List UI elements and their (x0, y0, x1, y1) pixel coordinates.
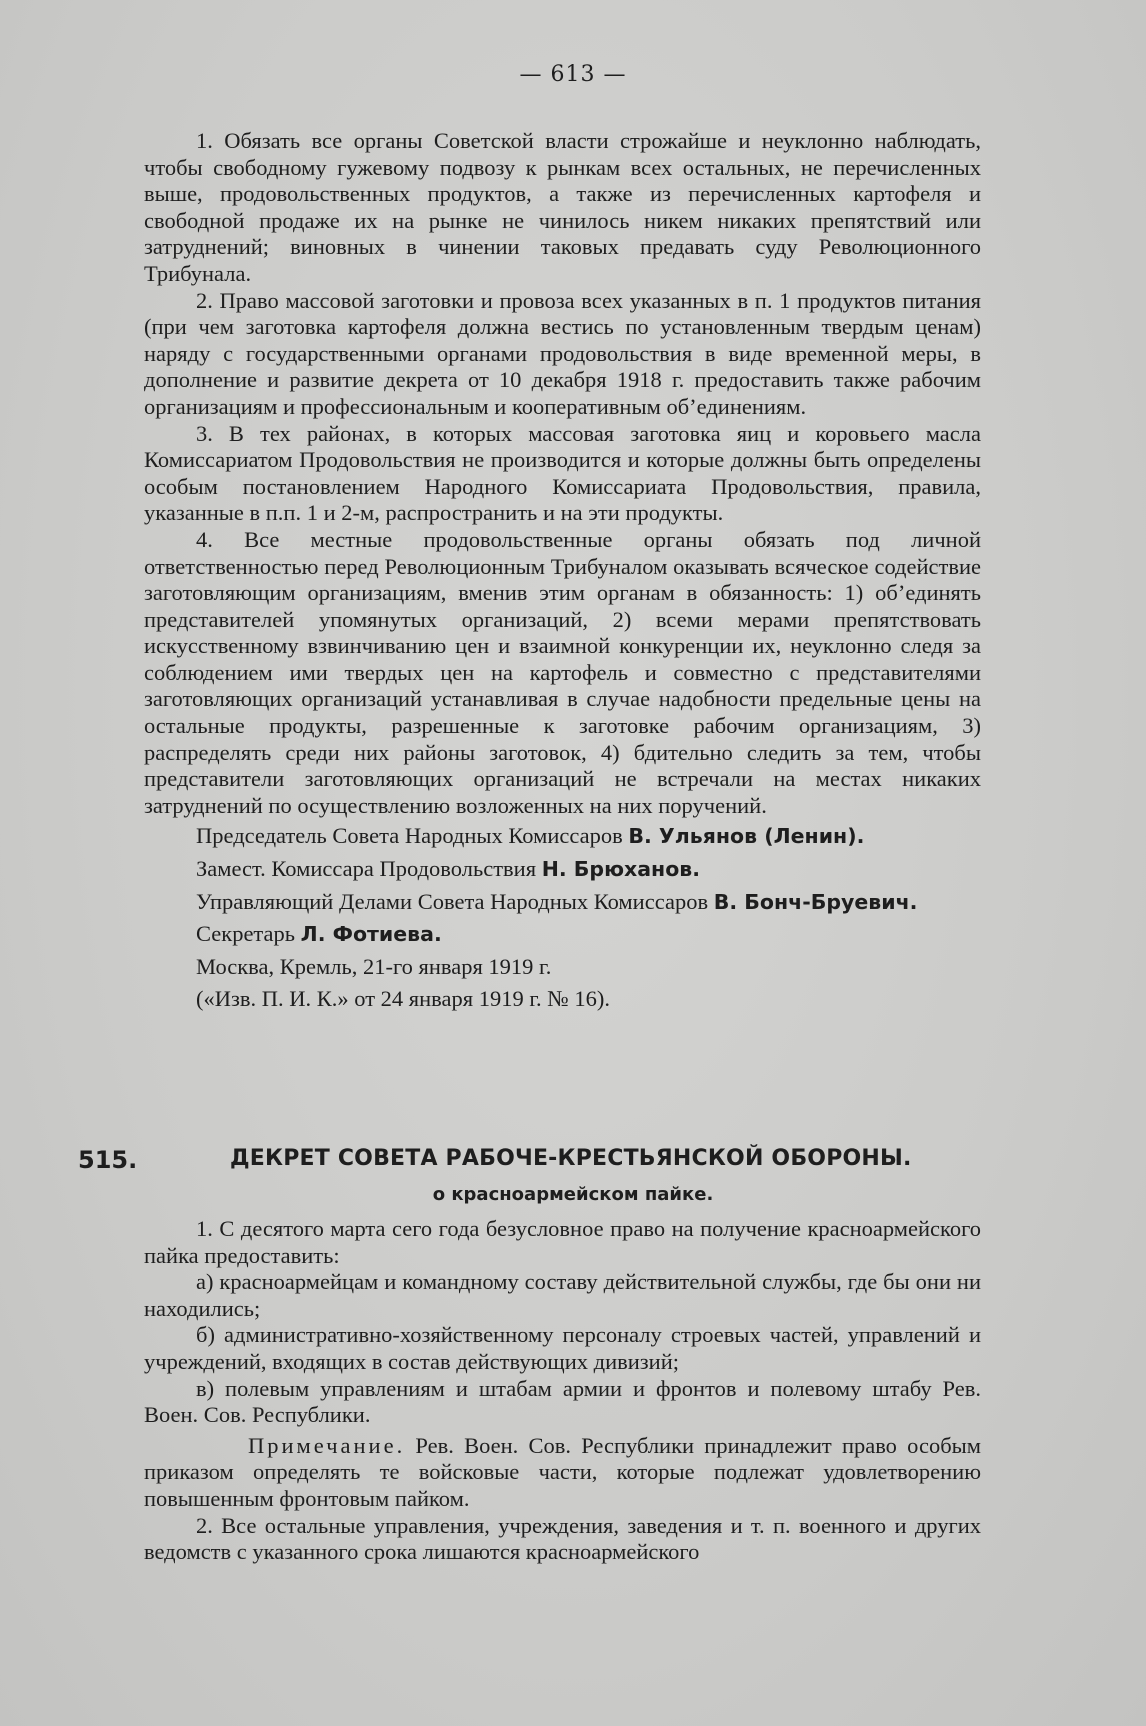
signature-role: Председатель Совета Народных Комиссаров (196, 823, 623, 849)
signature-name: Н. Брюханов. (541, 857, 701, 882)
source-citation: («Изв. П. И. К.» от 24 января 1919 г. № 16). (196, 986, 610, 1012)
paragraph-4: 4. Все местные продовольственные органы обязать под личной ответственностью перед Революционным Трибуналом оказывать всяческое содействие заготовляющим организациям, вменив этим органам в обязанность: 1) об’единять представителей упомянутых организаций, 2) всеми мерами препятствовать искусственному взвинчиванию цен и взаимной конкуренции их, неуклонно следя за соблюдением ими твердых цен на картофель и совместно с представителями заготовляющих организаций устанавливая в случае надобности предельные цены на остальные продукты, разрешенные к заготовке рабочим организациям, 3) распределять среди них районы заготовок, 4) бдительно следить за тем, чтобы представители заготовляющих организаций не встречали на местах никаких затруднений по осуществлению возложенных на них поручений. (144, 526, 981, 818)
signature-manager (144, 889, 981, 916)
signature-deputy (144, 856, 981, 883)
decree-text-part2 (144, 1216, 981, 1566)
decree-subtitle: о красноармейском пайке. (432, 1184, 714, 1205)
signature-role: Секретарь (196, 921, 296, 947)
paragraph-2: 2. Все остальные управления, учреждения, заведения и т. п. военного и других ведомств с указанного срока лишаются красноармейского (144, 1512, 981, 1565)
signature-name: В. Ульянов (Ленин). (628, 824, 865, 849)
signature-secretary (144, 921, 981, 948)
note-text: Рев. Воен. Сов. Республики принадлежит право особым приказом определять те войсковые части, которые подлежат удовлетворению повышенным фронтовым пайком. (144, 1432, 981, 1511)
paragraph-3: 3. В тех районах, в которых массовая заготовка яиц и коровьего масла Комиссариатом Продовольствия не производится и которые должны быть определены особым постановлением Народного Комиссариата Продовольствия, правила, указанные в п.п. 1 и 2-м, распространить и на эти продукты. (144, 420, 981, 526)
signature-name: Л. Фотиева. (300, 922, 442, 947)
paragraph-1a: а) красноармейцам и командному составу действительной службы, где бы они ни находились; (144, 1269, 981, 1321)
note-label: Примечание. (248, 1432, 406, 1458)
paragraph-2: 2. Право массовой заготовки и провоза всех указанных в п. 1 продуктов питания (при чем заготовка картофеля должна вестись по установленным твердым ценам) наряду с государственными органами продовольствия в виде временной меры, в дополнение и развитие декрета от 10 декабря 1918 г. предоставить также рабочим организациям и профессиональным и кооперативным об’единениям. (144, 287, 981, 419)
signature-chairman (144, 823, 981, 850)
page-number: — 613 — (519, 62, 627, 87)
paragraph-1: 1. С десятого марта сего года безусловное право на получение красноармейского пайка предоставить: (144, 1216, 981, 1268)
note (144, 1433, 981, 1513)
signature-role: Замест. Комиссара Продовольствия (196, 856, 537, 882)
paragraph-1c: в) полевым управлениям и штабам армии и фронтов и полевому штабу Рев. Воен. Сов. Республики. (144, 1375, 981, 1428)
decree-number: 515. (78, 1146, 138, 1174)
signature-name: В. Бонч-Бруевич. (713, 889, 918, 914)
paragraph-1b: б) административно-хозяйственному персоналу строевых частей, управлений и учреждений, входящих в состав действующих дивизий; (144, 1322, 981, 1374)
place-date: Москва, Кремль, 21-го января 1919 г. (196, 953, 552, 979)
paragraph-1: 1. Обязать все органы Советской власти строжайше и неуклонно наблюдать, чтобы свободному гужевому подвозу к рынкам всех остальных, не перечисленных выше, продовольственных продуктов, а также из перечисленных картофеля и свободной продаже их на рынке не чинилось никем никаких препятствий или затруднений; виновных в чинении таковых предавать суду Революционного Трибунала. (144, 128, 981, 286)
signature-role: Управляющий Делами Совета Народных Комиссаров (196, 888, 709, 914)
decree-title: ДЕКРЕТ СОВЕТА РАБОЧЕ-КРЕСТЬЯНСКОЙ ОБОРОНЫ. (230, 1146, 912, 1171)
decree-text-part1 (144, 128, 981, 1013)
